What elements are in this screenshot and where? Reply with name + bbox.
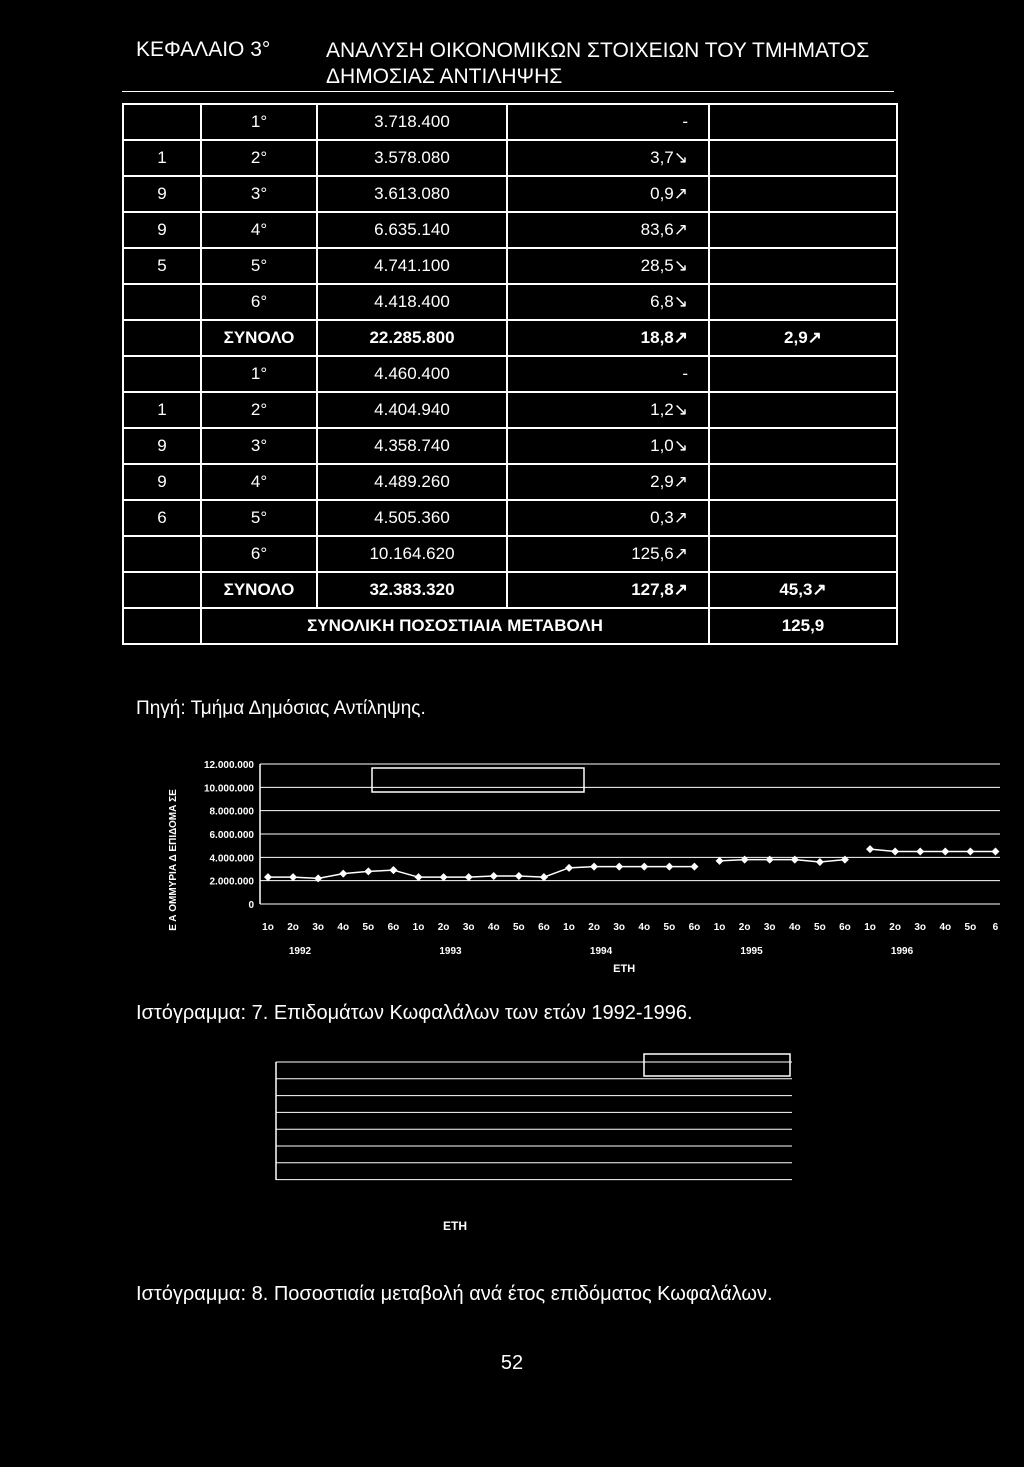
table-cell: 1 bbox=[123, 392, 201, 428]
table-cell: 127,8↗ bbox=[507, 572, 709, 608]
table-row bbox=[123, 248, 897, 284]
data-point bbox=[665, 863, 673, 871]
legend-box bbox=[372, 768, 584, 792]
table-row bbox=[123, 464, 897, 500]
x-tick-label: 6o bbox=[839, 922, 851, 933]
x-tick-label: 1o bbox=[412, 922, 425, 933]
table-row bbox=[123, 536, 897, 572]
y-axis-label: Ε Α ΟΜΜΥΡΙΑ Δ ΕΠΙΔΟΜΑ ΣΕ bbox=[168, 789, 179, 931]
data-point bbox=[389, 866, 397, 874]
table-row bbox=[123, 104, 897, 140]
table-cell: 3° bbox=[201, 176, 317, 212]
table-row bbox=[123, 140, 897, 176]
data-point bbox=[590, 863, 598, 871]
total-value: 125,9 bbox=[709, 608, 897, 644]
table-cell: 10.164.620 bbox=[317, 536, 507, 572]
table-cell: 9 bbox=[123, 464, 201, 500]
x-tick-label: 1o bbox=[713, 922, 726, 933]
table-cell: ΣΥΝΟΛΟ bbox=[201, 320, 317, 356]
data-point bbox=[289, 873, 297, 881]
title-divider bbox=[122, 91, 894, 92]
table-cell: 125,6↗ bbox=[507, 536, 709, 572]
table-cell bbox=[709, 248, 897, 284]
y-tick-label: 0 bbox=[248, 900, 254, 911]
x-tick-label: 2o bbox=[738, 922, 751, 933]
data-point bbox=[339, 870, 347, 878]
total-label: ΣΥΝΟΛΙΚΗ ΠΟΣΟΣΤΙΑΙΑ ΜΕΤΑΒΟΛΗ bbox=[201, 608, 709, 644]
x-tick-label: 1o bbox=[262, 922, 274, 933]
table-cell bbox=[123, 284, 201, 320]
page-number: 52 bbox=[500, 1352, 524, 1374]
series-line bbox=[870, 849, 995, 851]
data-point bbox=[415, 873, 423, 881]
data-point bbox=[991, 848, 999, 856]
x-tick-label: 6o bbox=[688, 922, 701, 933]
table-cell: 45,3↗ bbox=[709, 572, 897, 608]
title-line-2: ΔΗΜΟΣΙΑΣ ΑΝΤΙΛΗΨΗΣ bbox=[326, 65, 563, 88]
table-cell bbox=[709, 428, 897, 464]
x-tick-label: 6o bbox=[387, 922, 400, 933]
table-cell: 4.358.740 bbox=[317, 428, 507, 464]
x-tick-label: 4o bbox=[337, 922, 350, 933]
table-cell: 6° bbox=[201, 536, 317, 572]
data-point bbox=[440, 873, 448, 881]
x-tick-label: 6o bbox=[538, 922, 550, 933]
data-point bbox=[264, 873, 272, 881]
x-axis-label: ΕΤΗ bbox=[443, 1219, 467, 1233]
series-line bbox=[268, 870, 393, 878]
table-row bbox=[123, 572, 897, 608]
chart-8-caption: Ιστόγραμμα: 8. Ποσοστιαία μεταβολή ανά έτος επιδόματος Κωφαλάλων. bbox=[136, 1283, 773, 1305]
table-cell: 1,2↘ bbox=[507, 392, 709, 428]
table-cell bbox=[709, 212, 897, 248]
table-cell: 4.418.400 bbox=[317, 284, 507, 320]
table-cell bbox=[709, 284, 897, 320]
table-cell: 83,6↗ bbox=[507, 212, 709, 248]
y-tick-label: 2.000.000 bbox=[209, 876, 254, 888]
table-cell bbox=[709, 536, 897, 572]
table-cell: 3.578.080 bbox=[317, 140, 507, 176]
table-cell: 2° bbox=[201, 392, 317, 428]
table-cell: 32.383.320 bbox=[317, 572, 507, 608]
data-point bbox=[515, 872, 523, 880]
x-tick-label: 3o bbox=[312, 922, 325, 933]
table-cell: 6,8↘ bbox=[507, 284, 709, 320]
table-cell bbox=[123, 536, 201, 572]
x-tick-label: 1o bbox=[864, 922, 876, 933]
x-axis-label: ΕΤΗ bbox=[613, 963, 636, 975]
table-row bbox=[123, 176, 897, 212]
table-cell: 5 bbox=[123, 248, 201, 284]
table-total-row bbox=[123, 608, 897, 644]
table-cell: 3,7↘ bbox=[507, 140, 709, 176]
table-cell bbox=[123, 104, 201, 140]
table-row bbox=[123, 320, 897, 356]
year-label: 1994 bbox=[589, 946, 613, 957]
year-label: 1995 bbox=[740, 946, 763, 957]
table-cell: 3.718.400 bbox=[317, 104, 507, 140]
table-cell: 9 bbox=[123, 176, 201, 212]
table-row bbox=[123, 392, 897, 428]
x-tick-label: 2o bbox=[437, 922, 450, 933]
table-cell bbox=[709, 464, 897, 500]
y-tick-label: 4.000.000 bbox=[209, 853, 254, 865]
x-tick-label: 5o bbox=[964, 922, 977, 933]
table-cell: 18,8↗ bbox=[507, 320, 709, 356]
table-cell: 4° bbox=[201, 464, 317, 500]
table-cell: 6.635.140 bbox=[317, 212, 507, 248]
x-tick-label: 5o bbox=[513, 922, 525, 933]
table-cell bbox=[709, 500, 897, 536]
source-note: Πηγή: Τμήμα Δημόσιας Αντίληψης. bbox=[136, 698, 426, 719]
data-point bbox=[565, 864, 573, 872]
page-title bbox=[326, 38, 926, 90]
table-cell: 4.505.360 bbox=[317, 500, 507, 536]
table-cell: 4.404.940 bbox=[317, 392, 507, 428]
data-point bbox=[891, 848, 899, 856]
data-point bbox=[916, 848, 924, 856]
x-tick-label: 5o bbox=[814, 922, 826, 933]
x-tick-label: 4o bbox=[638, 922, 651, 933]
table-cell bbox=[709, 140, 897, 176]
table-cell: 6° bbox=[201, 284, 317, 320]
table-cell: 4° bbox=[201, 212, 317, 248]
allowance-table bbox=[122, 103, 898, 645]
table-cell bbox=[709, 104, 897, 140]
data-point bbox=[716, 857, 724, 865]
data-point bbox=[866, 845, 874, 853]
table-cell: 1° bbox=[201, 104, 317, 140]
x-tick-label: 1o bbox=[563, 922, 575, 933]
table-cell: 9 bbox=[123, 428, 201, 464]
x-tick-label: 3o bbox=[613, 922, 626, 933]
table-cell bbox=[123, 320, 201, 356]
table-cell bbox=[709, 176, 897, 212]
x-tick-label: 3o bbox=[763, 922, 776, 933]
y-tick-label: 12.000.000 bbox=[203, 760, 254, 771]
table-cell: 1° bbox=[201, 356, 317, 392]
legend-box bbox=[644, 1054, 790, 1076]
table-cell: 1 bbox=[123, 140, 201, 176]
table-cell: 6 bbox=[123, 500, 201, 536]
table-row bbox=[123, 356, 897, 392]
table-cell: 9 bbox=[123, 212, 201, 248]
series-line bbox=[720, 860, 845, 862]
table-cell: 28,5↘ bbox=[507, 248, 709, 284]
data-point bbox=[816, 858, 824, 866]
table-cell: 5° bbox=[201, 248, 317, 284]
table-cell: 2,9↗ bbox=[709, 320, 897, 356]
chart-7-caption: Ιστόγραμμα: 7. Επιδομάτων Κωφαλάλων των ετών 1992-1996. bbox=[136, 1002, 693, 1024]
x-tick-label: 5o bbox=[663, 922, 676, 933]
table-cell: - bbox=[507, 356, 709, 392]
x-tick-label: 2o bbox=[287, 922, 299, 933]
x-tick-label: 4o bbox=[788, 922, 801, 933]
y-tick-label: 8.000.000 bbox=[209, 806, 254, 818]
data-point bbox=[490, 872, 498, 880]
table-cell: - bbox=[507, 104, 709, 140]
table-cell: ΣΥΝΟΛΟ bbox=[201, 572, 317, 608]
x-tick-label: 3o bbox=[462, 922, 475, 933]
table-cell: 5° bbox=[201, 500, 317, 536]
x-tick-label: 4o bbox=[487, 922, 500, 933]
table-cell bbox=[709, 356, 897, 392]
data-point bbox=[465, 873, 473, 881]
x-tick-label: 6 bbox=[992, 922, 999, 933]
chart-7 bbox=[134, 750, 1014, 980]
data-point bbox=[640, 863, 648, 871]
table-cell: 3° bbox=[201, 428, 317, 464]
table-row bbox=[123, 212, 897, 248]
table-cell bbox=[123, 356, 201, 392]
table-cell: 1,0↘ bbox=[507, 428, 709, 464]
table-cell: 4.460.400 bbox=[317, 356, 507, 392]
data-point bbox=[941, 848, 949, 856]
table-cell: 2,9↗ bbox=[507, 464, 709, 500]
data-point bbox=[690, 863, 698, 871]
table-cell: 2° bbox=[201, 140, 317, 176]
x-tick-label: 2o bbox=[889, 922, 901, 933]
chart-8 bbox=[260, 1050, 810, 1250]
data-point bbox=[540, 873, 548, 881]
data-point bbox=[966, 848, 974, 856]
table-cell bbox=[123, 572, 201, 608]
year-label: 1996 bbox=[890, 946, 914, 957]
table-cell: 4.489.260 bbox=[317, 464, 507, 500]
x-tick-label: 3o bbox=[914, 922, 927, 933]
table-cell: 0,9↗ bbox=[507, 176, 709, 212]
table-cell bbox=[709, 392, 897, 428]
table-cell: 0,3↗ bbox=[507, 500, 709, 536]
data-point bbox=[615, 863, 623, 871]
table-cell bbox=[123, 608, 201, 644]
x-tick-label: 4o bbox=[939, 922, 952, 933]
table-cell: 3.613.080 bbox=[317, 176, 507, 212]
x-tick-label: 2o bbox=[588, 922, 600, 933]
table-row bbox=[123, 284, 897, 320]
chapter-label: ΚΕΦΑΛΑΙΟ 3° bbox=[136, 38, 271, 61]
year-label: 1992 bbox=[288, 946, 312, 957]
table-cell: 4.741.100 bbox=[317, 248, 507, 284]
year-label: 1993 bbox=[439, 946, 462, 957]
y-tick-label: 10.000.000 bbox=[203, 783, 254, 795]
y-tick-label: 6.000.000 bbox=[209, 830, 254, 841]
x-tick-label: 5o bbox=[362, 922, 375, 933]
table-cell: 22.285.800 bbox=[317, 320, 507, 356]
title-line-1: ΑΝΑΛΥΣΗ ΟΙΚΟΝΟΜΙΚΩΝ ΣΤΟΙΧΕΙΩΝ ΤΟΥ ΤΜΗΜΑΤΟΣ bbox=[326, 39, 870, 62]
data-point bbox=[364, 867, 372, 875]
table-row bbox=[123, 500, 897, 536]
table-row bbox=[123, 428, 897, 464]
